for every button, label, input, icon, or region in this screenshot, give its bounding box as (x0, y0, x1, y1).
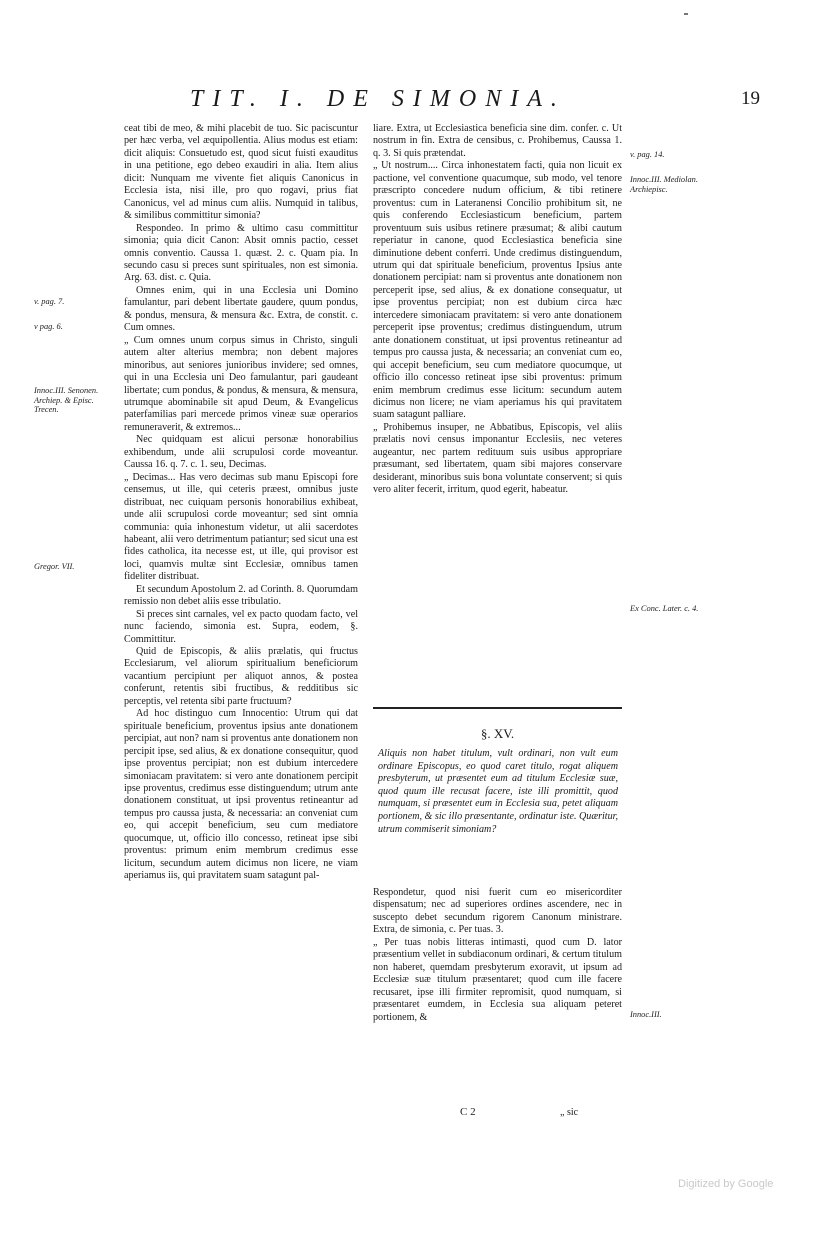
watermark: Digitized by Google (678, 1178, 774, 1190)
page-number: 19 (741, 88, 760, 109)
margin-note: Innoc.III. (630, 1010, 662, 1019)
left-column (124, 123, 358, 883)
paragraph: Et secundum Apostolum 2. ad Corinth. 8. Quorumdam remissio non debet aliis esse tribulatio. (124, 583, 358, 608)
quoted-paragraph: „ Prohibemus insuper, ne Abbatibus, Episcopis, vel aliis prælatis novi census imponantur Ecclesiis, nec veteres augeantur, nec partem redituum suis usibus appropriare præsumant, sed libertatem, quam sibi majores conservare desiderant, minoribus suis bona voluntate conservent; si quis vero aliter fecerit, irritum, quod egerit, habeatur. (373, 421, 622, 496)
paragraph: Omnes enim, qui in una Ecclesia uni Domino famulantur, pari debent libertate gaudere, quum pondus, & pondus, mensura, & mensura &c. Extra, de constit. c. Cum omnes. (124, 284, 358, 334)
ink-speck (684, 13, 688, 15)
quoted-paragraph: „ Ut nostrum.... Circa inhonestatem facti, quia non licuit ex pactione, vel conventione quacumque, sub modo, vel tenore præscripto concedere nudum officium, & tibi retinere proventus: cum in Lateranensi Concilio prohibitum sit, ne quis conferendo Ecclesiasticum beneficium, partem proventuum suis usibus retinere præsumat; & alibi cautum reperiatur in canone, quod Ecclesiastica beneficia sine diminutione debent conferri. Unde credimus distinguendum, utrum qui dat spirituale beneficium, proventus Ipsius ante donationem percipiat: nam si proventus ante donationem non perceperit ipse, sed alius, & ex donatione consequatur, ut ipse proventus percipiat; non est dubium circa hæc intercedere simoniacam pravitatem: si vero ante donationem perceperit ipse proventus; credimus distinguendum, utrum ante donationem constituat, ut ipsi proventus retineantur ad tempus pro caussa justa, & necessaria; an conveniat cum eo, qui accepit beneficium, seu cum mediatore quocumque, ut officio illo concesso retineat ipse sibi proventus: primum enim membrum credimus esse licitum: secundum autem dicimus non licere; ne viam aperiamus his qui pravitatem suam satagunt palliare. (373, 160, 622, 421)
margin-note: Ex Conc. Later. c. 4. (630, 604, 699, 613)
quoted-paragraph: „ Cum omnes unum corpus simus in Christo, singuli autem alter alterius membra; non debent majores minoribus, aut seniores junioribus invidere; sed omnes, qui in una Ecclesia uni Deo famulantur, pari gaudeant libertate; cum pondus, & pondus, & mensura, & mensura, utrumque abominabile sit apud Deum, & Evangelicus paterfamilias pari mercede primos vineæ suæ operarios remuneraverit, & extremos... (124, 334, 358, 433)
margin-note: Innoc.III. Mediolan. Archiepisc. (630, 175, 698, 194)
paragraph: liare. Extra, ut Ecclesiastica beneficia sine dim. confer. c. Ut nostrum in fin. Extra de censibus, c. Prohibemus, Caussa 1. q. 3. Si quis prætendat. (373, 123, 622, 159)
margin-note: Innoc.III. Senonen. Archiep. & Episc. Trecen. (34, 386, 99, 414)
right-column (373, 123, 622, 497)
paragraph: Si preces sint carnales, vel ex pacto quodam facto, vel nunc faciendo, simonia est. Supra, eodem, §. Committitur. (124, 608, 358, 645)
quoted-paragraph: „ Per tuas nobis litteras intimasti, quod cum D. lator præsentium vellet in subdiaconum ordinari, & certum titulum non haberet, quemdam presbyterum exoravit, ut ipsum ad Ecclesiæ suæ titulum præsentaret; quod cum ille facere recusaret, ipse illi firmiter repromisit, quod numquam, si præsentaret eumdem, in Ecclesia sua aliquam peteret portionem, & (373, 936, 622, 1023)
margin-note: v pag. 6. (34, 322, 63, 331)
running-title: TIT. I. DE SIMONIA. (190, 86, 566, 112)
section-divider (373, 707, 622, 709)
section-summary: Aliquis non habet titulum, vult ordinari, non vult eum ordinare Episcopus, eo quod caret titulo, rogat aliquem presbyterum, ut præsentet eum ad titulum Ecclesiæ suæ, quod quum ille recusat facere, iste illi promittit, quod numquam, si præsentet eum in Ecclesia sua, petet aliquam portionem, & sic illo præsentante, ordinatur iste. Quæritur, utrum commiserit simoniam? (378, 748, 618, 835)
paragraph: ceat tibi de meo, & mihi placebit de tuo. Sic paciscuntur per hæc verba, vel æquipollentia. Alius modus est etiam: dicit aliquis: Consuetudo est, quod sicut fuisti exauditus in una petitione, ego debeo exaudiri in alia. Item alius dicit: Nunquam me vivente fiet aliquis Canonicus in Ecclesia ista, nisi ille, pro quo rogavi, prius fiat Canonicus, vel ad minus cum aliis. Numquid in talibus, & similibus committitur simonia? (124, 123, 358, 222)
page-header (190, 86, 760, 116)
margin-note: v. pag. 7. (34, 297, 65, 306)
paragraph: Respondetur, quod nisi fuerit cum eo misericorditer dispensatum; nec ad superiores ordines ascendere, nec in suscepto debet secundum rigorem Canonum ministrare. Extra, de simonia, c. Per tuas. 3. (373, 887, 622, 936)
margin-note: v. pag. 14. (630, 150, 665, 159)
paragraph: Ad hoc distinguo cum Innocentio: Utrum qui dat spirituale beneficium, proventus ipsius ante donationem percipiat, aut non? nam si proventus ante donationem non percipit ipse, sed alius, & ex donatione consequitur, quod ipse proventus percipiat; non est dubium intercedere simoniacam pravitatem: si vero ante donationem percipit ipse proventus, credimus esse distinguendum; utrum ante donationem constituat, ut ipsi proventus retineantur ad tempus pro caussa justa, & necessaria: an conveniat cum eo, qui accepit beneficium, seu cum mediatore quocumque, ut, officio illo concesso, retineat ipse sibi proventus: primum enim membrum credimus esse licitum, secundum autem dicimus non licere, ne viam aperiamus iis, qui pravitatem suam satagunt pal- (124, 708, 358, 882)
section-heading: §. XV. (480, 726, 515, 741)
margin-note: Gregor. VII. (34, 562, 75, 571)
quoted-paragraph: „ Decimas... Has vero decimas sub manu Episcopi fore censemus, ut ille, qui ceteris præest, omnibus juste distribuat, nec cuiquam personis honorabilius exhibeat, unde alii scrupulosi corde moveantur; sed sint omnia communia: quia inhonestum videtur, ut alii sacerdotes habeant, alii vero detrimentum patiantur; sed sicut una est fides catholica, ita necesse est, ut ille, qui provisor est loci, quamvis multæ sint Ecclesiæ, omnibus tamen fideliter distribuat. (124, 471, 358, 583)
signature-mark: C 2 (460, 1106, 476, 1118)
section-body (373, 887, 622, 1024)
paragraph: Quid de Episcopis, & aliis prælatis, qui fructus Ecclesiarum, vel aliorum spiritualium beneficiorum vacantium percipiunt per aliquot annos, & postea conferunt, retentis sibi fructibus, & redditibus sic perceptis, vel retenta sibi parte fructuum? (124, 646, 358, 707)
paragraph: Respondeo. In primo & ultimo casu committitur simonia; quia dicit Canon: Absit omnis pactio, cesset omnis conventio. Caussa 1. quæst. 2. c. Quam pia. In secundo casu si preces sunt spirituales, non est simonia. Arg. 63. dist. c. Quia. (124, 222, 358, 284)
paragraph: Nec quidquam est alicui personæ honorabilius exhibendum, unde alii scrupulosi corde moveantur. Caussa 16. q. 7. c. 1. seu, Decimas. (124, 434, 358, 471)
catchword: „ sic (560, 1107, 579, 1118)
